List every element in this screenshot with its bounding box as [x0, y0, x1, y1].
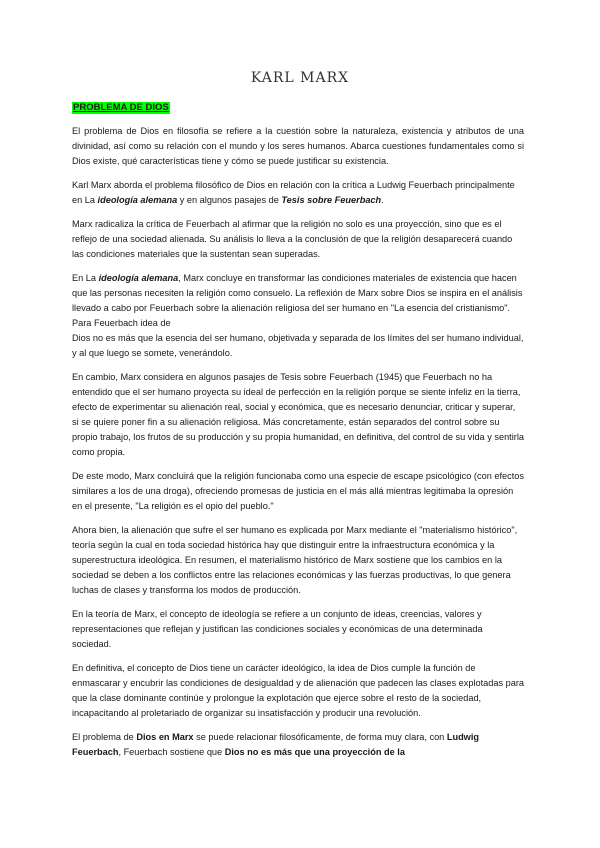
paragraph-2-text-b: y en algunos pasajes de [177, 195, 282, 205]
paragraph-8: En la teoría de Marx, el concepto de ideología se refiere a un conjunto de ideas, creencias, valores y representaciones que reflejan y justifican las condiciones sociales y económicas de una determinada sociedad. [72, 609, 483, 649]
paragraph-10 [72, 730, 524, 760]
document-title: KARL MARX [250, 70, 350, 86]
paragraph-4 [72, 271, 524, 361]
paragraph-10-text-c: , Feuerbach sostiene que [118, 747, 225, 757]
paragraph-2-text: Karl Marx aborda el problema filosófico de Dios en relación con la crítica a Ludwig Feuerbach principalmente en La [72, 180, 515, 205]
paragraph-7: Ahora bien, la alienación que sufre el ser humano es explicada por Marx mediante el "materialismo histórico", teoría según la cual en toda sociedad histórica hay que distinguir entre la infraestructura económica y la superestructura ideológica. En resumen, el materialismo histórico de Marx sostiene que los cambios en la sociedad se deben a los conflictos entre las relaciones económicas y las fuerzas productivas, lo que genera luchas de clases y transforma los modos de producción. [72, 525, 518, 595]
paragraph-2-end: . [381, 195, 384, 205]
document-body [72, 124, 524, 769]
paragraph-3: Marx radicaliza la crítica de Feuerbach al afirmar que la religión no solo es una proyección, sino que es el reflejo de una sociedad alienada. Su análisis lo lleva a la conclusión de que la religión desaparecerá cuando las condiciones materiales que la sustentan sean superadas. [72, 219, 513, 259]
paragraph-5: En cambio, Marx considera en algunos pasajes de Tesis sobre Feuerbach (1945) que Feuerbach no ha entendido que el ser humano proyecta su ideal de perfección en la religión porque se siente infeliz en la tierra, efecto de experimentar su alienación real, social y económica, que es necesario denunciar, criticar y superar, si se quiere poner fin a su alienación religiosa. Más concretamente, están separados del control sobre su propio trabajo, los frutos de su producción y su propia humanidad, en definitiva, del control de su vida y sentirla como propia. [72, 372, 524, 457]
paragraph-4-text-c: Dios no es más que la esencia del ser humano, objetivada y separada de los límites del ser humano individual, y al que luego se somete, venerándolo. [72, 333, 524, 358]
paragraph-4-text-b: , Marx concluye en transformar las condiciones materiales de existencia que hacen que las personas necesiten la religión como consuelo. La reflexión de Marx sobre Dios se inspira en el análisis llevado a cabo por Feuerbach sobre la alienación religiosa del ser humano en "La esencia del cristianismo". Para Feuerbach idea de [72, 273, 523, 328]
paragraph-10-dios-en-marx: Dios en Marx [136, 732, 194, 742]
paragraph-4-title-ideologia: ideología alemana [98, 273, 179, 283]
paragraph-10-feuerbach: Ludwig Feuerbach [72, 732, 479, 757]
paragraph-6: De este modo, Marx concluirá que la religión funcionaba como una especie de escape psicológico (con efectos similares a los de una droga), ofreciendo promesas de justicia en el más allá mientras legitimaba la opresión en el presente, "La religión es el opio del pueblo." [72, 471, 524, 511]
paragraph-4-text: En La [72, 273, 99, 283]
paragraph-9: En definitiva, el concepto de Dios tiene un carácter ideológico, la idea de Dios cumple la función de enmascarar y encubrir las condiciones de desigualdad y de alienación que padecen las clases explotadas para que la clase dominante continúe y prolongue la explotación que ejerce sobre el resto de la sociedad, incapacitando al proletariado de organizar su insatisfacción y producir una revolución. [72, 663, 525, 718]
paragraph-10-proyeccion: Dios no es más que una proyección de la [224, 747, 405, 757]
paragraph-2-title-tesis: Tesis sobre Feuerbach [281, 195, 382, 205]
paragraph-10-text-b: se puede relacionar filosóficamente, de forma muy clara, con [193, 732, 447, 742]
paragraph-10-text: El problema de [72, 732, 137, 742]
paragraph-1: El problema de Dios en filosofía se refiere a la cuestión sobre la naturaleza, existencia y atributos de una divinidad, así como su relación con el mundo y los seres humanos. Abarca cuestiones fundamentales como si Dios existe, qué características tiene y cómo se puede justificar su existencia. [72, 126, 524, 166]
section-heading: PROBLEMA DE DIOS [73, 102, 169, 113]
paragraph-2-title-ideologia: ideología alemana [97, 195, 178, 205]
paragraph-2 [72, 178, 524, 208]
